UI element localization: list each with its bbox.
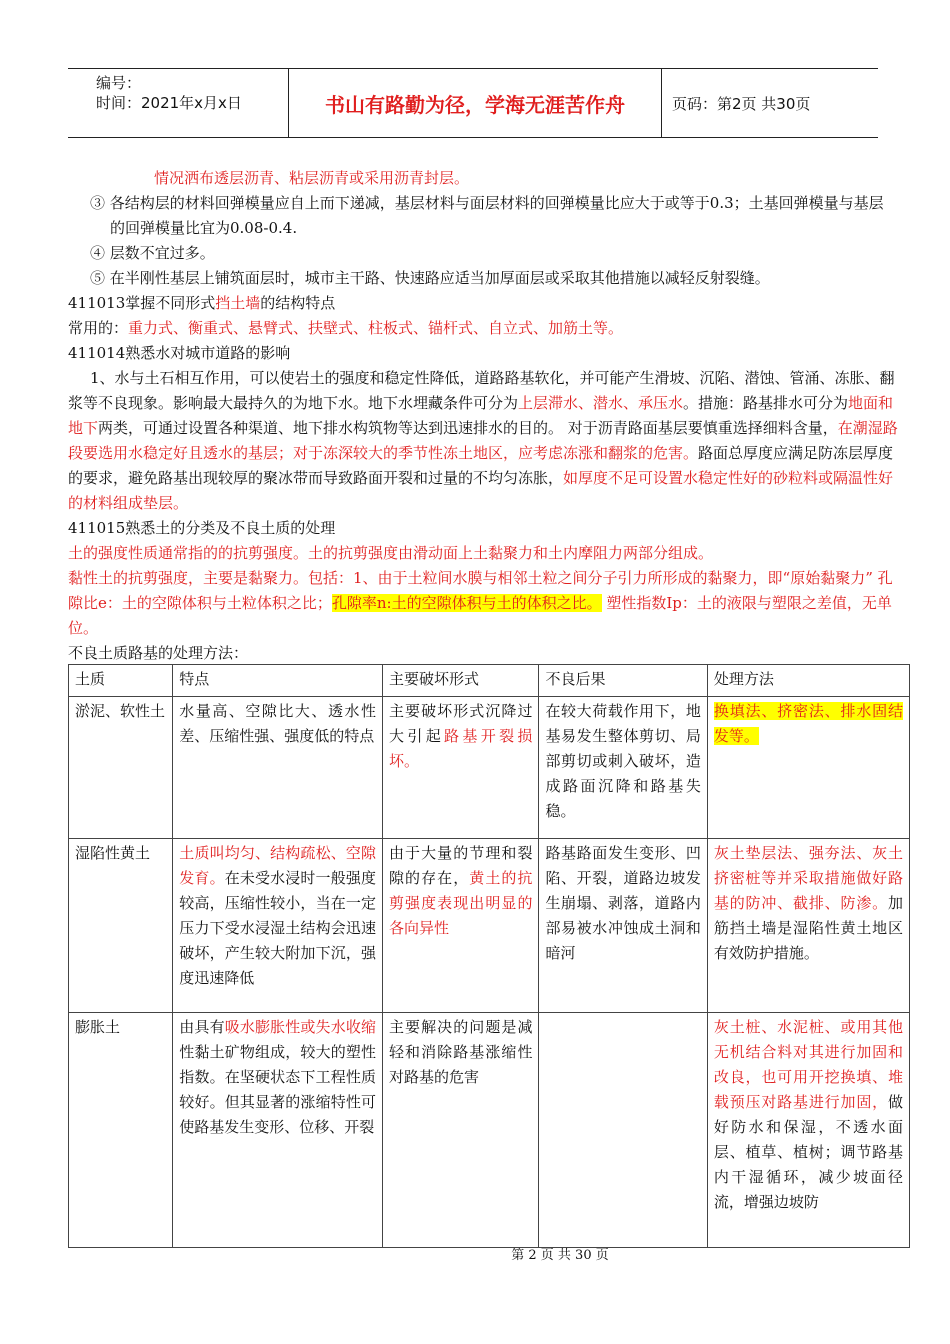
label: 常用的： bbox=[68, 319, 129, 337]
highlight-text: 灰土桩、水泥桩、或用其他无机结合料对其进行加固和改良，也可用开挖换填、堆载预压对路基进行加固， bbox=[713, 1018, 903, 1111]
header-page-label: 页码：第2页 共30页 bbox=[672, 94, 811, 113]
text: 黏性土的抗剪强度，主要是黏聚力。包括：1、由于土粒间水膜与相邻土粒之间分子引力所形成的黏聚力，即“原始黏聚力” 孔隙比e：土的空隙体积与土粒体积之比； bbox=[68, 569, 893, 612]
text: 1、水与土石相互作用，可以使岩土的强度和稳定性降低，道路路基软化，并可能产生滑坡、沉陷、潜蚀、管涌、冻胀、翻浆等不良现象。影响最大最持久的为地下水。地下水埋藏条件可分为 bbox=[68, 369, 895, 412]
cell-features bbox=[173, 839, 383, 1013]
text: 由具有 bbox=[179, 1018, 225, 1036]
cell-failure-mode bbox=[383, 697, 539, 839]
cell-treatment bbox=[707, 697, 909, 839]
highlight-text: 土质叫均匀、结构疏松、空隙发育。 bbox=[179, 844, 376, 887]
header-cell: 特点 bbox=[173, 665, 383, 697]
cell-failure-mode bbox=[383, 839, 539, 1013]
highlight-text: 如厚度不足可设置水稳定性好的砂粒料或隔温性好的材料组成垫层。 bbox=[68, 469, 894, 512]
section-text: 411013掌握不同形式 bbox=[68, 294, 216, 312]
highlight-text: 上层滞水、潜水、承压水 bbox=[518, 394, 684, 412]
header-motto: 书山有路勤为径，学海无涯苦作舟 bbox=[288, 69, 662, 137]
treatment-text-box bbox=[714, 1015, 903, 1243]
text: 性黏土矿物组成，较大的塑性指数。在坚硬状态下工程性质较好。但其显著的涨缩特性可使路基发生变形、位移、开裂 bbox=[179, 1043, 376, 1136]
header-date: 时间：2021年x月x日 bbox=[96, 94, 242, 112]
text: 由于大量的节理和裂隙的存在， bbox=[389, 844, 533, 887]
highlight-text: 灰土垫层法、强夯法、灰土挤密桩等并采取措施做好路基的防冲、截排、防渗。 bbox=[713, 844, 903, 912]
paragraph-4: ⑤ 在半刚性基层上铺筑面层时，城市主干路、快速路应适当加厚面层或采取其他措施以减轻反射裂缝。 bbox=[90, 269, 770, 287]
highlight-text: 黄土的抗剪强度表现出明显的各向异性 bbox=[389, 869, 533, 937]
highlight-text: 孔隙率n:土的空隙体积与土的体积之比。 bbox=[331, 594, 602, 612]
table-row bbox=[69, 697, 910, 839]
cell-consequence: 路基路面发生变形、凹陷、开裂，道路边坡发生崩塌、剥落，道路内部易被水冲蚀成土洞和暗河 bbox=[539, 839, 707, 1013]
table-caption: 不良土质路基的处理方法： bbox=[68, 644, 249, 662]
cell-soil-type: 淤泥、软性土 bbox=[69, 697, 173, 839]
section-keyword: 挡土墙 bbox=[215, 294, 261, 312]
header-cell: 不良后果 bbox=[539, 665, 707, 697]
cell-treatment bbox=[707, 839, 909, 1013]
retaining-wall-types bbox=[68, 316, 898, 341]
paragraph-1: 情况洒布透层沥青、粘层沥青或采用沥青封层。 bbox=[154, 169, 470, 187]
text: 在未受水浸时一般强度较高，压缩性较小，当在一定压力下受水浸湿土结构会迅速破坏，产生较大附加下沉，强度迅速降低 bbox=[179, 869, 376, 987]
text: 路面总厚度应满足防冻层厚度的要求，避免路基出现较厚的聚冰带而导致路面开裂和过量的不均匀冻胀， bbox=[68, 444, 894, 487]
highlight-text: 换填法、挤密法、排水固结发等。 bbox=[713, 702, 903, 745]
document-body bbox=[68, 166, 898, 666]
wall-types-list: 重力式、衡重式、悬臂式、扶壁式、柱板式、锚杆式、自立式、加筋土等。 bbox=[128, 319, 624, 337]
text: 两类，可通过设置各种渠道、地下排水构筑物等达到迅速排水的目的。 对于沥青路面基层要慎重选择细料含量， bbox=[98, 419, 838, 437]
header-info bbox=[96, 73, 242, 113]
paragraph-2: ③ 各结构层的材料回弹模量应自上而下递减，基层材料与面层材料的回弹模量比应大于或等于0.3；土基回弹模量与基层的回弹模量比宜为0.08-0.4. bbox=[90, 194, 884, 237]
page-footer: 第 2 页 共 30 页 bbox=[511, 1248, 609, 1263]
highlight-text: 地面和地下 bbox=[68, 394, 894, 437]
page-header bbox=[68, 68, 878, 138]
text: 塑性指数Ip：土的液限与塑限之差值，无单位。 bbox=[68, 594, 892, 637]
cell-soil-type: 膨胀土 bbox=[69, 1013, 173, 1248]
cell-consequence bbox=[539, 1013, 707, 1248]
header-number: 编号： bbox=[96, 74, 142, 92]
header-cell: 处理方法 bbox=[707, 665, 909, 697]
table-row bbox=[69, 839, 910, 1013]
header-cell: 主要破坏形式 bbox=[383, 665, 539, 697]
cell-features: 水量高、空隙比大、透水性差、压缩性强、强度低的特点 bbox=[173, 697, 383, 839]
highlight-text: 在潮湿路段要选用水稳定好且透水的基层；对于冻深较大的季节性冻土地区，应考虑冻涨和翻浆的危害。 bbox=[68, 419, 898, 462]
table-header-row bbox=[69, 665, 910, 697]
cell-features bbox=[173, 1013, 383, 1248]
paragraph-water-effect bbox=[68, 366, 898, 516]
cell-treatment bbox=[707, 1013, 909, 1248]
paragraph-shear-strength: 土的强度性质通常指的的抗剪强度。土的抗剪强度由滑动面上土黏聚力和土内摩阻力两部分组成。 bbox=[68, 544, 714, 562]
section-411014: 411014熟悉水对城市道路的影响 bbox=[68, 344, 291, 362]
text: 主要破坏形式沉降过大引起 bbox=[389, 702, 533, 745]
text: 。措施：路基排水可分为 bbox=[683, 394, 849, 412]
soil-treatment-table bbox=[68, 664, 910, 1248]
header-cell: 土质 bbox=[69, 665, 173, 697]
highlight-text: 路基开裂损坏。 bbox=[389, 727, 533, 770]
text: 加筋挡土墙是湿陷性黄土地区有效防护措施。 bbox=[713, 894, 903, 962]
paragraph-cohesion bbox=[68, 566, 898, 641]
text: 做好防水和保湿，不透水面层、植草、植树；调节路基内干湿循环，减少坡面径流，增强边坡防 bbox=[713, 1093, 903, 1211]
section-411013 bbox=[68, 291, 898, 316]
highlight-text: 吸水膨胀性或失水收缩 bbox=[224, 1018, 376, 1036]
cell-soil-type: 湿陷性黄土 bbox=[69, 839, 173, 1013]
paragraph-3: ④ 层数不宜过多。 bbox=[90, 244, 215, 262]
table-row bbox=[69, 1013, 910, 1248]
cell-consequence: 在较大荷载作用下，地基易发生整体剪切、局部剪切或刺入破坏，造成路面沉降和路基失稳。 bbox=[539, 697, 707, 839]
section-text: 的结构特点 bbox=[260, 294, 336, 312]
section-411015: 411015熟悉土的分类及不良土质的处理 bbox=[68, 519, 336, 537]
cell-failure-mode: 主要解决的问题是减轻和消除路基涨缩性对路基的危害 bbox=[383, 1013, 539, 1248]
